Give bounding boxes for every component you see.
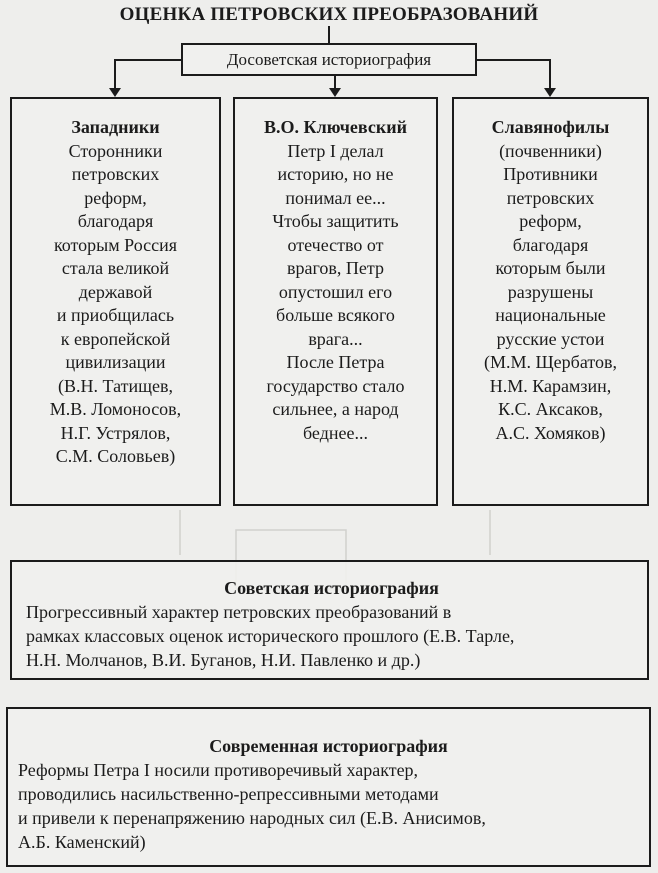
klyuchevsky-text: [235, 140, 436, 446]
soviet-heading: Советская историография: [224, 578, 439, 598]
text-line: Петр I делал: [287, 140, 384, 161]
text-line: Реформы Петра I носили противоречивый характер,: [18, 760, 419, 780]
text-line: (почвенники): [499, 140, 602, 161]
text-line: и привели к перенапряжению народных сил (Е.В. Анисимов,: [18, 808, 486, 828]
text-line: понимал ее...: [285, 187, 386, 208]
text-line: (М.М. Щербатов,: [484, 352, 617, 372]
text-line: Н.Г. Устрялов,: [60, 422, 171, 443]
modern-box: [6, 707, 651, 867]
text-line: отечество от: [287, 234, 384, 255]
westernizers-box: [10, 97, 221, 506]
text-line: А.С. Хомяков): [495, 422, 606, 443]
text-line: Н.М. Карамзин,: [489, 375, 612, 396]
text-line: историю, но не: [277, 164, 394, 184]
text-line: реформ,: [519, 211, 582, 231]
slavophiles-box: [452, 97, 649, 506]
text-line: петровских: [71, 164, 160, 184]
text-line: врага...: [308, 328, 363, 349]
westernizers-heading: Западники: [71, 117, 160, 137]
text-line: проводились насильственно-репрессивными методами: [18, 784, 439, 804]
text-line: разрушены: [507, 281, 594, 302]
text-line: А.Б. Каменский): [18, 832, 146, 852]
text-line: опустошил его: [278, 281, 393, 302]
slavophiles-heading: Славянофилы: [491, 117, 610, 137]
pre-soviet-box: [181, 43, 477, 76]
text-line: которым Россия: [53, 234, 178, 255]
text-line: благодаря: [77, 211, 154, 231]
text-line: благодаря: [512, 234, 589, 255]
text-line: Н.Н. Молчанов, В.И. Буганов, Н.И. Павленко и др.): [26, 650, 421, 670]
text-line: Чтобы защитить: [272, 211, 399, 231]
text-line: С.М. Соловьев): [55, 446, 176, 466]
text-line: Противники: [503, 164, 598, 184]
text-line: которым были: [495, 258, 606, 278]
modern-heading: Современная историография: [209, 736, 448, 756]
text-line: беднее...: [303, 422, 368, 443]
klyuchevsky-heading: В.О. Ключевский: [264, 117, 407, 137]
text-line: сильнее, а народ: [272, 399, 399, 419]
text-line: русские устои: [496, 328, 605, 349]
page-title: ОЦЕНКА ПЕТРОВСКИХ ПРЕОБРАЗОВАНИЙ: [119, 4, 539, 25]
text-line: М.В. Ломоносов,: [49, 399, 182, 419]
westernizers-text: [12, 140, 219, 469]
klyuchevsky-box: [233, 97, 438, 506]
text-line: цивилизации: [65, 352, 166, 372]
text-line: После Петра: [286, 352, 385, 372]
soviet-text: [26, 600, 637, 672]
text-line: к европейской: [60, 328, 171, 349]
text-line: рамках классовых оценок исторического прошлого (Е.В. Тарле,: [26, 626, 515, 646]
text-line: стала великой: [61, 258, 170, 278]
modern-text: [18, 758, 639, 854]
text-line: Прогрессивный характер петровских преобразований в: [26, 602, 452, 622]
text-line: и приобщилась: [56, 305, 175, 325]
text-line: К.С. Аксаков,: [498, 399, 603, 419]
text-line: петровских: [506, 187, 595, 208]
text-line: державой: [78, 281, 153, 302]
soviet-box: [10, 560, 649, 680]
text-line: национальные: [495, 305, 606, 325]
slavophiles-text: [454, 140, 647, 446]
text-line: реформ,: [84, 187, 147, 208]
pre-soviet-label: Досоветская историография: [226, 50, 432, 69]
text-line: государство стало: [266, 375, 405, 396]
text-line: Сторонники: [68, 140, 163, 161]
text-line: (В.Н. Татищев,: [58, 375, 173, 396]
text-line: врагов, Петр: [287, 258, 384, 278]
text-line: больше всякого: [276, 305, 395, 325]
